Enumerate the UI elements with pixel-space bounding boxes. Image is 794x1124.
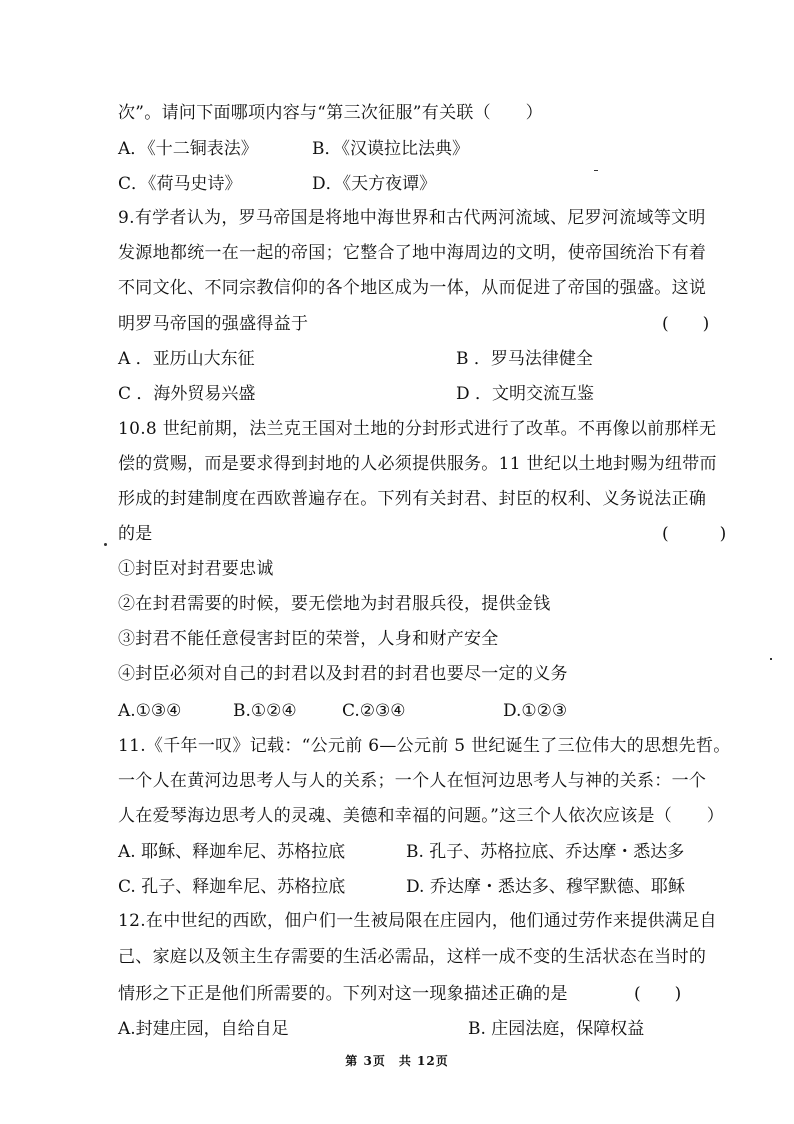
q11-line-3: 人在爱琴海边思考人的灵魂、美德和幸福的问题。”这三个人依次应该是（ ） [118, 806, 724, 826]
q10-option-a: A.①③④ [118, 701, 182, 721]
q8-option-c: C．《荷马史诗》 [118, 174, 242, 194]
q8-option-a: A．《十二铜表法》 [118, 139, 258, 159]
q10-item-4: ④封臣必须对自己的封君以及封君的封君也要尽一定的义务 [118, 664, 568, 684]
q11-option-a: A. 耶稣、释迦牟尼、苏格拉底 [118, 842, 346, 862]
page-footer: 第 3页 共 12页 [345, 1054, 449, 1068]
q11-option-b: B. 孔子、苏格拉底、乔达摩・悉达多 [406, 842, 685, 862]
q11-option-d: D. 乔达摩・悉达多、穆罕默德、耶稣 [406, 877, 685, 897]
q11-line-2: 一个人在黄河边思考人与人的关系；一个人在恒河边思考人与神的关系：一个 [118, 771, 707, 791]
q10-option-d: D.①②③ [503, 701, 568, 721]
q11-option-c: C. 孔子、释迦牟尼、苏格拉底 [118, 877, 346, 897]
q9-option-d: D ．文明交流互鉴 [456, 384, 595, 404]
q9-line-3: 不同文化、不同宗教信仰的各个地区成为一体，从而促进了帝国的强盛。这说 [118, 278, 707, 298]
q9-line-2: 发源地都统一在一起的帝国；它整合了地中海周边的文明，使帝国统治下有着 [118, 243, 707, 263]
q12-line-2: 己、家庭以及领主生存需要的生活必需品，这样一成不变的生活状态在当时的 [118, 947, 707, 967]
q10-line-2: 偿的赏赐，而是要求得到封地的人必须提供服务。11 世纪以土地封赐为纽带而 [118, 454, 717, 474]
q9-answer-paren: ( ) [662, 314, 710, 334]
q11-line-1: 11.《千年一叹》记载：“公元前 6—公元前 5 世纪诞生了三位伟大的思想先哲。 [118, 736, 731, 756]
scan-speck [770, 658, 772, 660]
q10-item-1: ①封臣对封君要忠诚 [118, 559, 274, 579]
q12-line-1: 12.在中世纪的西欧，佃户们一生被局限在庄园内，他们通过劳作来提供满足自 [118, 911, 717, 931]
q10-line-4: 的是 [118, 524, 153, 544]
q12-line-3: 情形之下正是他们所需要的。下列对这一现象描述正确的是 [118, 984, 568, 1004]
q10-line-3: 形成的封建制度在西欧普遍存在。下列有关封君、封臣的权利、义务说法正确 [118, 489, 707, 509]
q12-answer-paren: ( ) [634, 984, 682, 1004]
q10-option-b: B.①②④ [233, 701, 297, 721]
q10-item-2: ②在封君需要的时候，要无偿地为封君服兵役，提供金钱 [118, 594, 551, 614]
q8-option-d: D．《天方夜谭》 [312, 174, 437, 194]
q10-line-1: 10.8 世纪前期，法兰克王国对土地的分封形式进行了改革。不再像以前那样无 [118, 419, 717, 439]
q12-option-b: B. 庄园法庭，保障权益 [468, 1019, 645, 1039]
q8-option-b: B．《汉谟拉比法典》 [312, 139, 469, 159]
q12-option-a: A.封建庄园，自给自足 [118, 1019, 289, 1039]
q9-option-a: A ．亚历山大东征 [118, 349, 255, 369]
q9-option-b: B ．罗马法律健全 [456, 349, 593, 369]
q10-item-3: ③封君不能任意侵害封臣的荣誉，人身和财产安全 [118, 629, 499, 649]
scan-speck [594, 170, 598, 171]
q9-line-1: 9.有学者认为，罗马帝国是将地中海世界和古代两河流域、尼罗河流域等文明 [118, 208, 706, 228]
scan-speck [104, 543, 107, 546]
q9-option-c: C ．海外贸易兴盛 [118, 384, 256, 404]
q8-stem-tail: 次”。请问下面哪项内容与“第三次征服”有关联（ ） [118, 103, 543, 123]
q10-answer-paren: ( ) [662, 524, 727, 544]
q9-line-4: 明罗马帝国的强盛得益于 [118, 314, 309, 334]
q10-option-c: C.②③④ [342, 701, 406, 721]
